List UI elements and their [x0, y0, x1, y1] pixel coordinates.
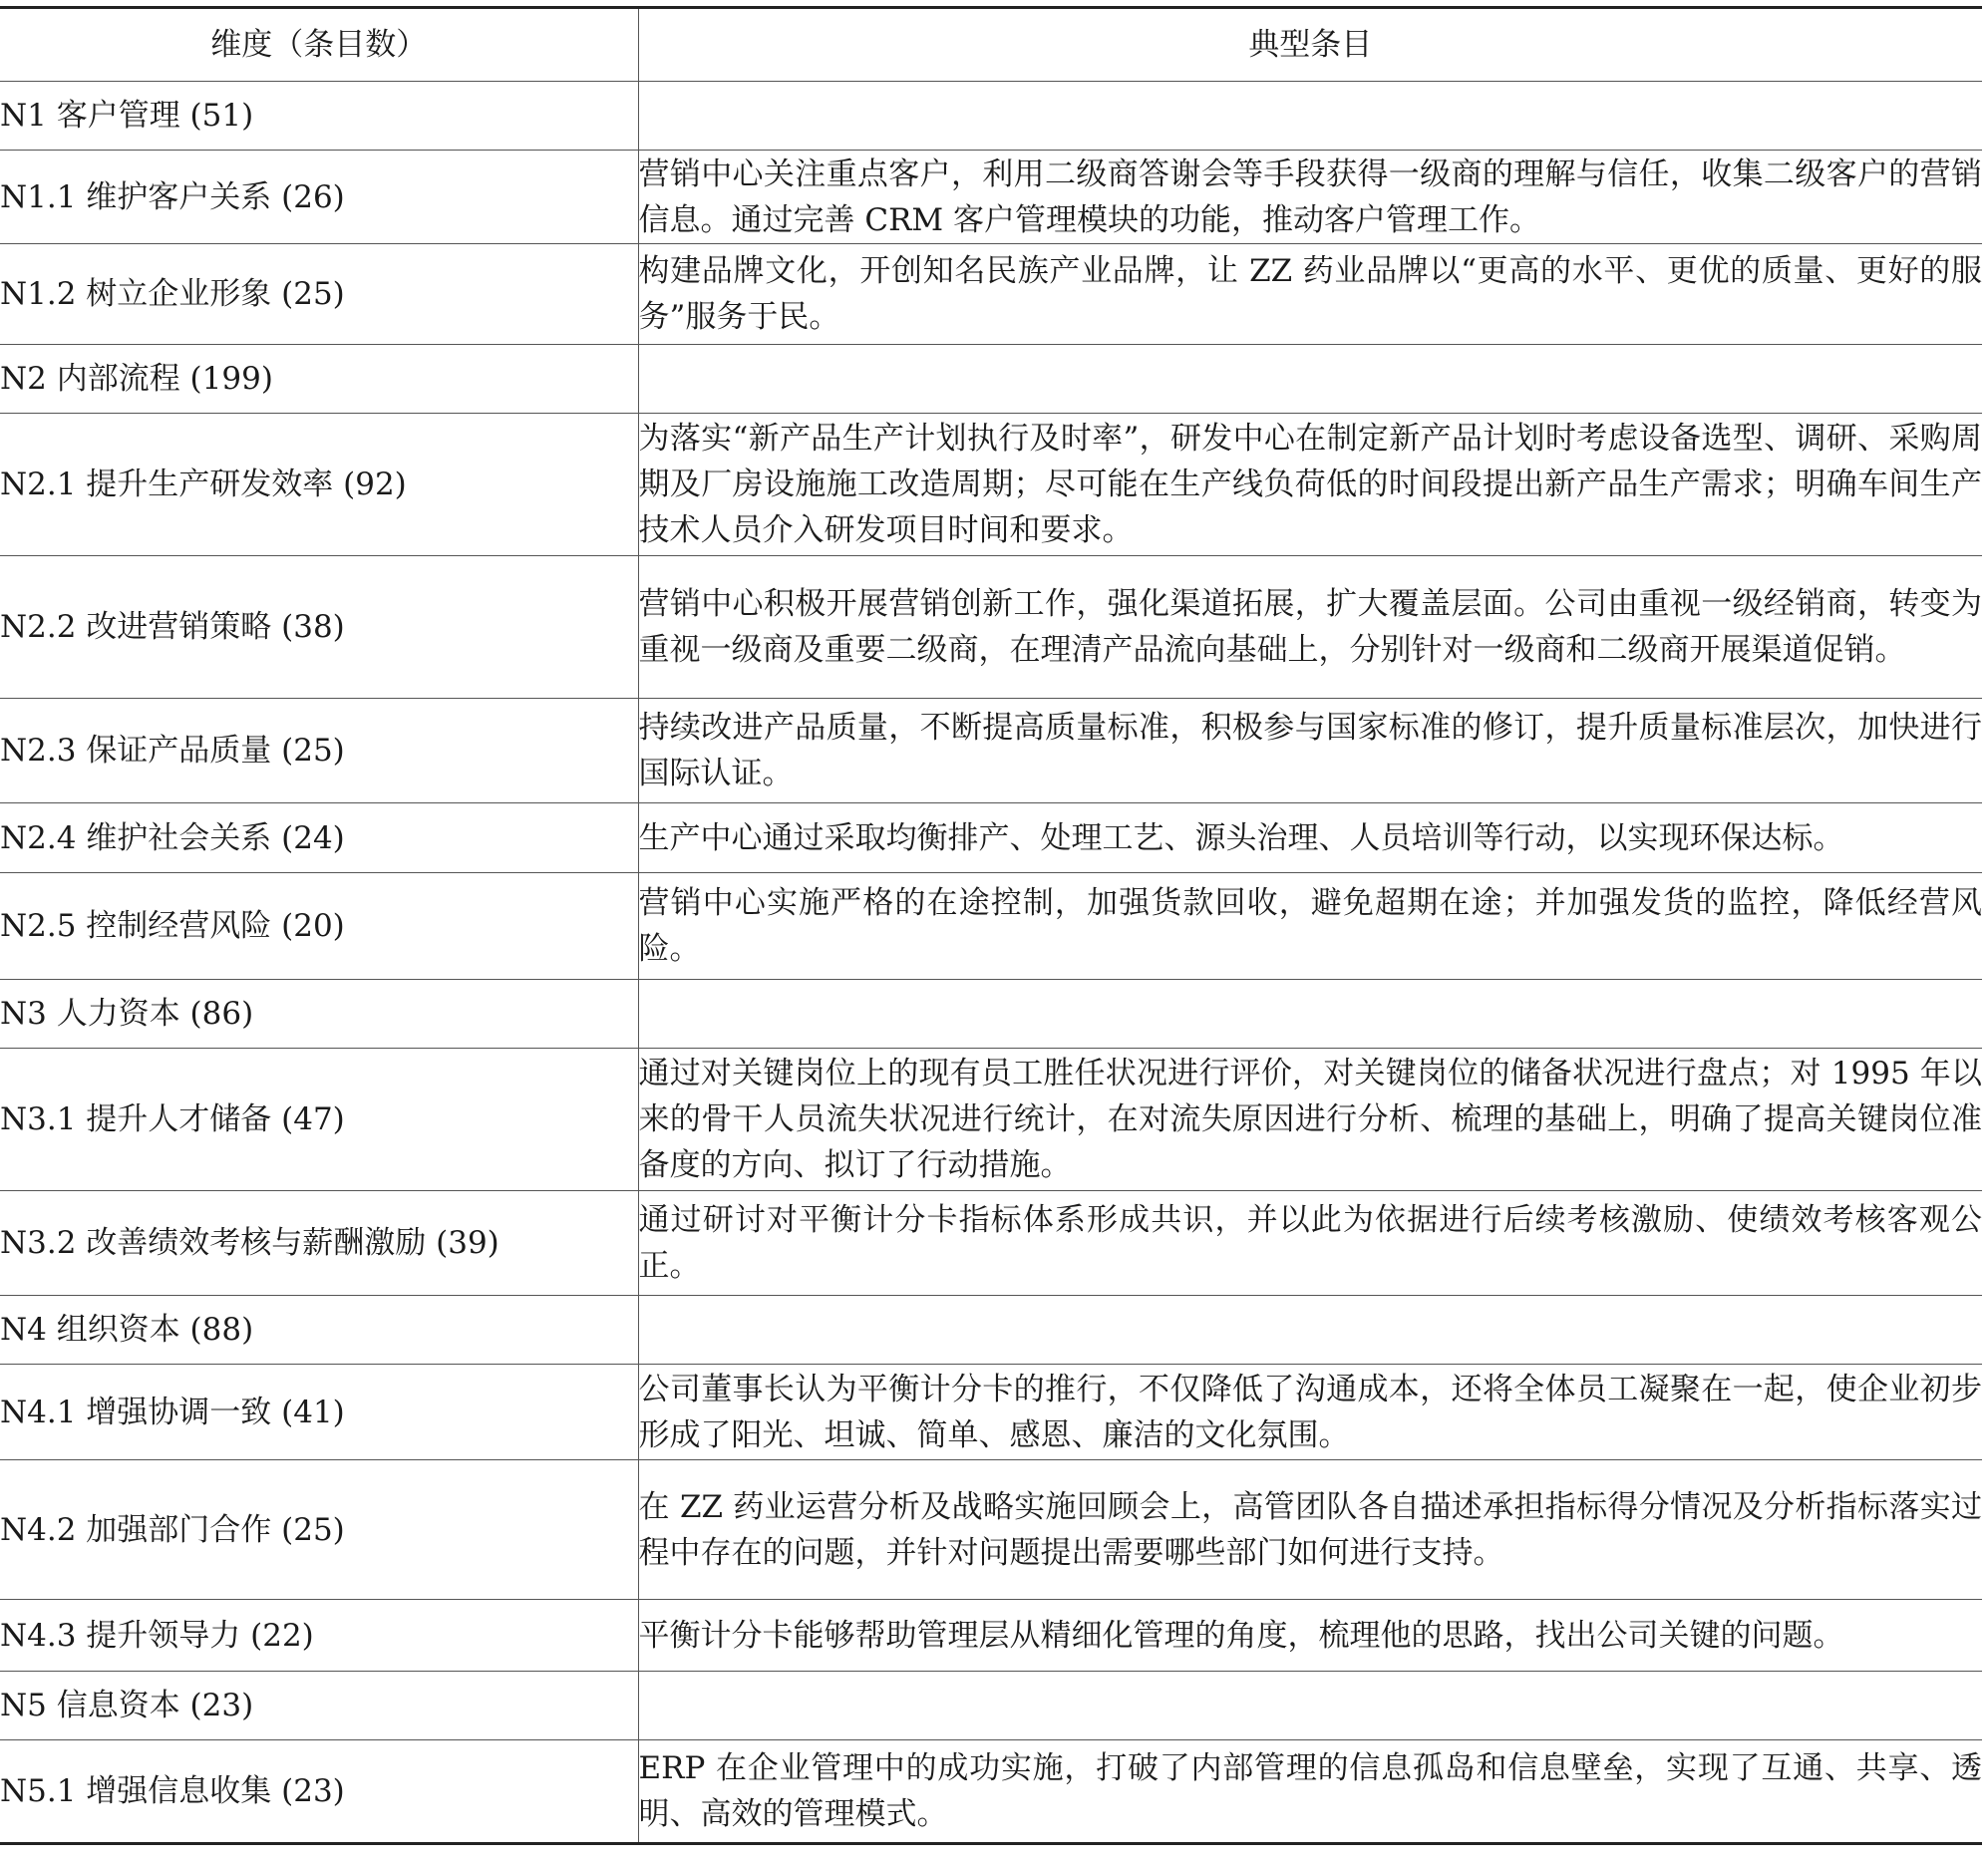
dimension-cell: N5.1 增强信息收集 (23)	[0, 1740, 638, 1844]
table-row	[0, 151, 1982, 244]
item-cell	[638, 1296, 1982, 1365]
item-cell: 营销中心积极开展营销创新工作，强化渠道拓展，扩大覆盖层面。公司由重视一级经销商，转变为重视一级商及重要二级商，在理清产品流向基础上，分别针对一级商和二级商开展渠道促销。	[638, 556, 1982, 699]
item-cell: 营销中心关注重点客户，利用二级商答谢会等手段获得一级商的理解与信任，收集二级客户的营销信息。通过完善 CRM 客户管理模块的功能，推动客户管理工作。	[638, 151, 1982, 244]
table-row	[0, 873, 1982, 980]
table-row	[0, 1365, 1982, 1460]
dimension-cell: N2.3 保证产品质量 (25)	[0, 699, 638, 803]
dimension-cell: N5 信息资本 (23)	[0, 1672, 638, 1740]
item-cell: 通过研讨对平衡计分卡指标体系形成共识，并以此为依据进行后续考核激励、使绩效考核客观公正。	[638, 1191, 1982, 1296]
table-row	[0, 345, 1982, 414]
item-cell	[638, 82, 1982, 151]
table-row	[0, 1600, 1982, 1672]
table-row	[0, 1296, 1982, 1365]
table-row	[0, 1672, 1982, 1740]
table-row	[0, 980, 1982, 1049]
dimension-cell: N4.2 加强部门合作 (25)	[0, 1460, 638, 1600]
item-cell: 生产中心通过采取均衡排产、处理工艺、源头治理、人员培训等行动，以实现环保达标。	[638, 803, 1982, 873]
table-row	[0, 1460, 1982, 1600]
dimension-table	[0, 6, 1982, 1845]
dimension-cell: N4 组织资本 (88)	[0, 1296, 638, 1365]
item-cell: 营销中心实施严格的在途控制，加强货款回收，避免超期在途；并加强发货的监控，降低经营风险。	[638, 873, 1982, 980]
item-cell: 公司董事长认为平衡计分卡的推行，不仅降低了沟通成本，还将全体员工凝聚在一起，使企业初步形成了阳光、坦诚、简单、感恩、廉洁的文化氛围。	[638, 1365, 1982, 1460]
table-row	[0, 1191, 1982, 1296]
dimension-cell: N2.5 控制经营风险 (20)	[0, 873, 638, 980]
dimension-cell: N1 客户管理 (51)	[0, 82, 638, 151]
table-row	[0, 803, 1982, 873]
dimension-cell: N3.2 改善绩效考核与薪酬激励 (39)	[0, 1191, 638, 1296]
item-cell: 平衡计分卡能够帮助管理层从精细化管理的角度，梳理他的思路，找出公司关键的问题。	[638, 1600, 1982, 1672]
header-dimension: 维度（条目数）	[0, 8, 638, 82]
table-row	[0, 556, 1982, 699]
dimension-cell: N4.3 提升领导力 (22)	[0, 1600, 638, 1672]
item-cell	[638, 1672, 1982, 1740]
dimension-cell: N2 内部流程 (199)	[0, 345, 638, 414]
item-cell: 持续改进产品质量，不断提高质量标准，积极参与国家标准的修订，提升质量标准层次，加快进行国际认证。	[638, 699, 1982, 803]
table-row	[0, 699, 1982, 803]
dimension-cell: N3 人力资本 (86)	[0, 980, 638, 1049]
table-row	[0, 1740, 1982, 1844]
item-cell: 在 ZZ 药业运营分析及战略实施回顾会上，高管团队各自描述承担指标得分情况及分析指标落实过程中存在的问题，并针对问题提出需要哪些部门如何进行支持。	[638, 1460, 1982, 1600]
header-typical-item: 典型条目	[638, 8, 1982, 82]
dimension-cell: N2.2 改进营销策略 (38)	[0, 556, 638, 699]
item-cell	[638, 980, 1982, 1049]
item-cell: 构建品牌文化，开创知名民族产业品牌，让 ZZ 药业品牌以“更高的水平、更优的质量、更好的服务”服务于民。	[638, 244, 1982, 345]
dimension-cell: N2.4 维护社会关系 (24)	[0, 803, 638, 873]
item-cell: 通过对关键岗位上的现有员工胜任状况进行评价，对关键岗位的储备状况进行盘点；对 1995 年以来的骨干人员流失状况进行统计，在对流失原因进行分析、梳理的基础上，明确了提高关键岗位准备度的方向、拟订了行动措施。	[638, 1049, 1982, 1191]
table-row	[0, 414, 1982, 556]
table-row	[0, 244, 1982, 345]
dimension-cell: N4.1 增强协调一致 (41)	[0, 1365, 638, 1460]
table-row	[0, 82, 1982, 151]
dimension-cell: N1.2 树立企业形象 (25)	[0, 244, 638, 345]
dimension-cell: N1.1 维护客户关系 (26)	[0, 151, 638, 244]
table-row	[0, 1049, 1982, 1191]
item-cell: 为落实“新产品生产计划执行及时率”，研发中心在制定新产品计划时考虑设备选型、调研、采购周期及厂房设施施工改造周期；尽可能在生产线负荷低的时间段提出新产品生产需求；明确车间生产技术人员介入研发项目时间和要求。	[638, 414, 1982, 556]
item-cell	[638, 345, 1982, 414]
dimension-cell: N3.1 提升人才储备 (47)	[0, 1049, 638, 1191]
table-header-row	[0, 8, 1982, 82]
item-cell: ERP 在企业管理中的成功实施，打破了内部管理的信息孤岛和信息壁垒，实现了互通、共享、透明、高效的管理模式。	[638, 1740, 1982, 1844]
dimension-cell: N2.1 提升生产研发效率 (92)	[0, 414, 638, 556]
